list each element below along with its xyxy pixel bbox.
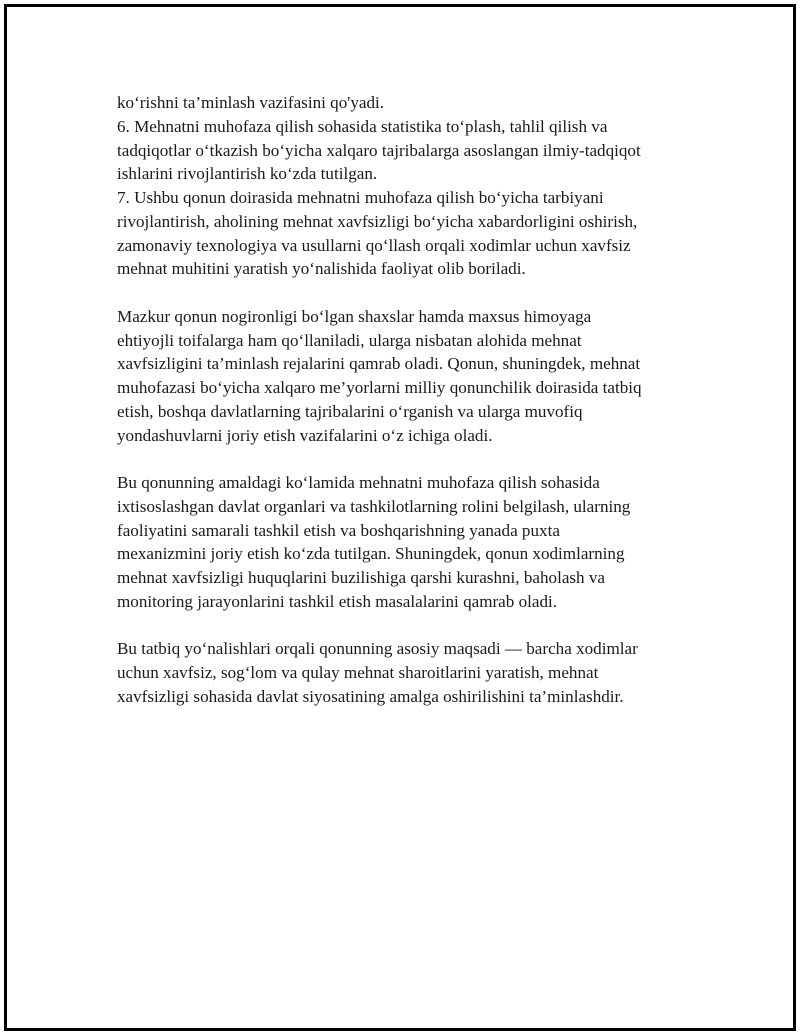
text-line: Bu tatbiq yo‘nalishlari orqali qonunning asosiy maqsadi — barcha xodimlar: [117, 639, 638, 659]
text-line: muhofazasi bo‘yicha xalqaro me’yorlarni milliy qonunchilik doirasida tatbiq: [117, 378, 642, 397]
text-line: faoliyatini samarali tashkil etish va boshqarishning yanada puxta: [117, 520, 560, 540]
text-line: ishlarini rivojlantirish ko‘zda tutilgan.: [117, 164, 378, 184]
paragraph-3: [117, 471, 687, 614]
text-line: ehtiyojli toifalarga ham qo‘llaniladi, ularga nisbatan alohida mehnat: [117, 330, 582, 350]
text-line: mehnat xavfsizligi huquqlarini buzilishiga qarshi kurashni, baholash va: [117, 568, 606, 587]
text-line: Mazkur qonun nogironligi bo‘lgan shaxslar hamda maxsus himoyaga: [117, 306, 592, 326]
text-line: mexanizmini joriy etish ko‘zda tutilgan. Shuningdek, qonun xodimlarning: [117, 544, 625, 564]
text-line: zamonaviy texnologiya va usullarni qo‘llash orqali xodimlar uchun xavfsiz: [117, 235, 631, 255]
text-line: ko‘rishni ta’minlash vazifasini qo'yadi.: [117, 93, 385, 112]
document-body: [117, 91, 687, 709]
paragraph-4: [117, 637, 687, 708]
text-line: mehnat muhitini yaratish yo‘nalishida faoliyat olib boriladi.: [117, 259, 526, 279]
text-line: 7. Ushbu qonun doirasida mehnatni muhofaza qilish bo‘yicha tarbiyani: [117, 188, 604, 207]
text-line: rivojlantirish, aholining mehnat xavfsizligi bo‘yicha xabardorligini oshirish,: [117, 211, 638, 231]
text-line: 6. Mehnatni muhofaza qilish sohasida statistika to‘plash, tahlil qilish va: [117, 116, 608, 136]
text-line: yondashuvlarni joriy etish vazifalarini o‘z ichiga oladi.: [117, 425, 493, 445]
text-line: xavfsizligi sohasida davlat siyosatining amalga oshirilishini ta’minlashdir.: [117, 686, 624, 706]
text-line: tadqiqotlar o‘tkazish bo‘yicha xalqaro tajribalarga asoslangan ilmiy-tadqiqot: [117, 140, 641, 160]
paragraph-2: [117, 305, 687, 448]
paragraph-gap: [117, 281, 687, 305]
text-line: uchun xavfsiz, sog‘lom va qulay mehnat sharoitlarini yaratish, mehnat: [117, 663, 599, 682]
text-line: ixtisoslashgan davlat organlari va tashkilotlarning rolini belgilash, ularning: [117, 496, 631, 516]
paragraph-gap: [117, 614, 687, 638]
text-line: xavfsizligini ta’minlash rejalarini qamrab oladi. Qonun, shuningdek, mehnat: [117, 354, 641, 374]
text-line: Bu qonunning amaldagi ko‘lamida mehnatni muhofaza qilish sohasida: [117, 473, 600, 492]
text-line: etish, boshqa davlatlarning tajribalarini o‘rganish va ularga muvofiq: [117, 401, 583, 421]
paragraph-gap: [117, 447, 687, 471]
paragraph-1: [117, 91, 687, 281]
text-line: monitoring jarayonlarini tashkil etish masalalarini qamrab oladi.: [117, 591, 558, 611]
